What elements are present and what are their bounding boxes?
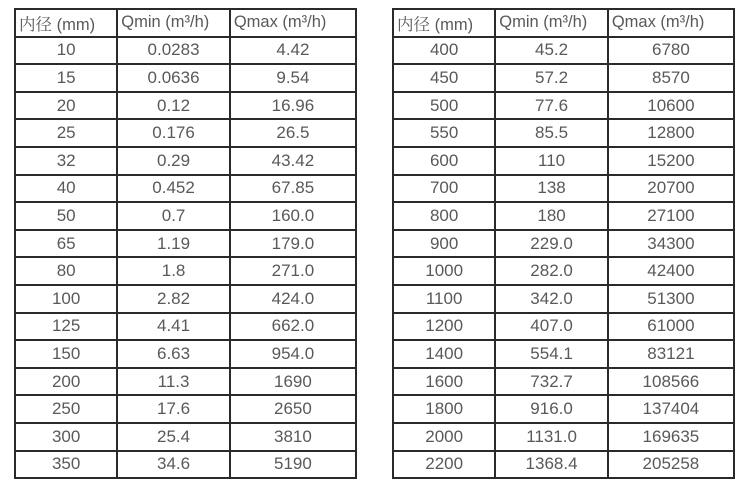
- table-cell: 43.42: [230, 147, 356, 175]
- table-cell: 17.6: [117, 395, 230, 423]
- table-cell: 34300: [608, 230, 734, 258]
- table-cell: 57.2: [495, 64, 608, 92]
- table-cell: 83121: [608, 340, 734, 368]
- table-cell: 5190: [230, 451, 356, 479]
- table-row: [393, 202, 734, 230]
- table-cell: 26.5: [230, 119, 356, 147]
- table-cell: 25.4: [117, 423, 230, 451]
- table-cell: 77.6: [495, 92, 608, 120]
- table-cell: 1100: [393, 285, 495, 313]
- table-cell: 1131.0: [495, 423, 608, 451]
- table-cell: 25: [15, 119, 117, 147]
- table-row: [393, 230, 734, 258]
- table-cell: 65: [15, 230, 117, 258]
- table-row: [15, 257, 356, 285]
- table-row: [393, 37, 734, 65]
- table-cell: 342.0: [495, 285, 608, 313]
- table-cell: 400: [393, 37, 495, 65]
- table-cell: 100: [15, 285, 117, 313]
- table-cell: 40: [15, 175, 117, 203]
- table-cell: 138: [495, 175, 608, 203]
- table-body: [15, 37, 356, 479]
- table-cell: 4.41: [117, 313, 230, 341]
- table-cell: 450: [393, 64, 495, 92]
- table-cell: 229.0: [495, 230, 608, 258]
- table-cell: 6780: [608, 37, 734, 65]
- table-cell: 2.82: [117, 285, 230, 313]
- table-cell: 1400: [393, 340, 495, 368]
- table-cell: 32: [15, 147, 117, 175]
- table-cell: 160.0: [230, 202, 356, 230]
- column-header-qmax: Qmax (m³/h): [608, 9, 734, 37]
- table-row: [393, 368, 734, 396]
- table-cell: 45.2: [495, 37, 608, 65]
- table-cell: 108566: [608, 368, 734, 396]
- table-cell: 0.29: [117, 147, 230, 175]
- table-cell: 169635: [608, 423, 734, 451]
- table-cell: 125: [15, 313, 117, 341]
- table-row: [393, 423, 734, 451]
- table-cell: 2650: [230, 395, 356, 423]
- table-cell: 110: [495, 147, 608, 175]
- table-cell: 800: [393, 202, 495, 230]
- table-cell: 11.3: [117, 368, 230, 396]
- header-row: [393, 9, 734, 37]
- table-cell: 1.19: [117, 230, 230, 258]
- table-row: [393, 119, 734, 147]
- table-row: [393, 64, 734, 92]
- column-header-qmin: Qmin (m³/h): [117, 9, 230, 37]
- table-cell: 0.176: [117, 119, 230, 147]
- table-cell: 271.0: [230, 257, 356, 285]
- table-cell: 662.0: [230, 313, 356, 341]
- table-row: [15, 64, 356, 92]
- table-row: [15, 230, 356, 258]
- table-cell: 554.1: [495, 340, 608, 368]
- table-cell: 732.7: [495, 368, 608, 396]
- flow-table-small-diameters: [14, 8, 357, 479]
- table-cell: 1600: [393, 368, 495, 396]
- table-cell: 20: [15, 92, 117, 120]
- table-cell: 500: [393, 92, 495, 120]
- table-row: [15, 92, 356, 120]
- table-row: [15, 285, 356, 313]
- table-cell: 150: [15, 340, 117, 368]
- table-cell: 8570: [608, 64, 734, 92]
- table-cell: 15: [15, 64, 117, 92]
- table-row: [393, 285, 734, 313]
- column-header-inner-diameter: 内径 (mm): [15, 9, 117, 37]
- table-cell: 0.452: [117, 175, 230, 203]
- table-row: [15, 119, 356, 147]
- table-row: [393, 340, 734, 368]
- table-row: [15, 395, 356, 423]
- table-cell: 1800: [393, 395, 495, 423]
- table-row: [15, 423, 356, 451]
- table-cell: 50: [15, 202, 117, 230]
- table-cell: 4.42: [230, 37, 356, 65]
- table-cell: 1.8: [117, 257, 230, 285]
- table-row: [393, 257, 734, 285]
- column-header-qmin: Qmin (m³/h): [495, 9, 608, 37]
- table-row: [15, 202, 356, 230]
- table-row: [393, 395, 734, 423]
- column-header-inner-diameter: 内径 (mm): [393, 9, 495, 37]
- table-row: [393, 313, 734, 341]
- table-cell: 20700: [608, 175, 734, 203]
- table-cell: 1200: [393, 313, 495, 341]
- table-cell: 179.0: [230, 230, 356, 258]
- table-row: [393, 175, 734, 203]
- table-cell: 2000: [393, 423, 495, 451]
- table-row: [393, 92, 734, 120]
- table-row: [15, 368, 356, 396]
- table-cell: 34.6: [117, 451, 230, 479]
- table-cell: 27100: [608, 202, 734, 230]
- table-cell: 6.63: [117, 340, 230, 368]
- table-cell: 16.96: [230, 92, 356, 120]
- table-body: [393, 37, 734, 479]
- table-cell: 85.5: [495, 119, 608, 147]
- table-header: [393, 9, 734, 37]
- table-row: [393, 451, 734, 479]
- table-cell: 42400: [608, 257, 734, 285]
- table-cell: 900: [393, 230, 495, 258]
- table-cell: 407.0: [495, 313, 608, 341]
- table-cell: 137404: [608, 395, 734, 423]
- header-row: [15, 9, 356, 37]
- table-cell: 61000: [608, 313, 734, 341]
- table-row: [15, 451, 356, 479]
- table-cell: 550: [393, 119, 495, 147]
- table-row: [15, 37, 356, 65]
- table-header: [15, 9, 356, 37]
- table-cell: 15200: [608, 147, 734, 175]
- table-cell: 9.54: [230, 64, 356, 92]
- table-cell: 80: [15, 257, 117, 285]
- table-cell: 51300: [608, 285, 734, 313]
- table-row: [393, 147, 734, 175]
- table-cell: 0.0283: [117, 37, 230, 65]
- table-cell: 1690: [230, 368, 356, 396]
- table-cell: 67.85: [230, 175, 356, 203]
- table-cell: 424.0: [230, 285, 356, 313]
- table-cell: 2200: [393, 451, 495, 479]
- table-row: [15, 313, 356, 341]
- table-cell: 1368.4: [495, 451, 608, 479]
- table-cell: 300: [15, 423, 117, 451]
- table-cell: 282.0: [495, 257, 608, 285]
- table-cell: 3810: [230, 423, 356, 451]
- table-cell: 205258: [608, 451, 734, 479]
- table-cell: 0.12: [117, 92, 230, 120]
- table-cell: 954.0: [230, 340, 356, 368]
- table-row: [15, 175, 356, 203]
- table-cell: 350: [15, 451, 117, 479]
- table-cell: 1000: [393, 257, 495, 285]
- table-cell: 200: [15, 368, 117, 396]
- table-cell: 10: [15, 37, 117, 65]
- table-cell: 180: [495, 202, 608, 230]
- table-cell: 0.7: [117, 202, 230, 230]
- flow-table-large-diameters: [392, 8, 735, 479]
- table-cell: 12800: [608, 119, 734, 147]
- table-row: [15, 147, 356, 175]
- table-cell: 700: [393, 175, 495, 203]
- table-cell: 600: [393, 147, 495, 175]
- table-cell: 916.0: [495, 395, 608, 423]
- table-cell: 0.0636: [117, 64, 230, 92]
- table-row: [15, 340, 356, 368]
- column-header-qmax: Qmax (m³/h): [230, 9, 356, 37]
- table-cell: 250: [15, 395, 117, 423]
- table-cell: 10600: [608, 92, 734, 120]
